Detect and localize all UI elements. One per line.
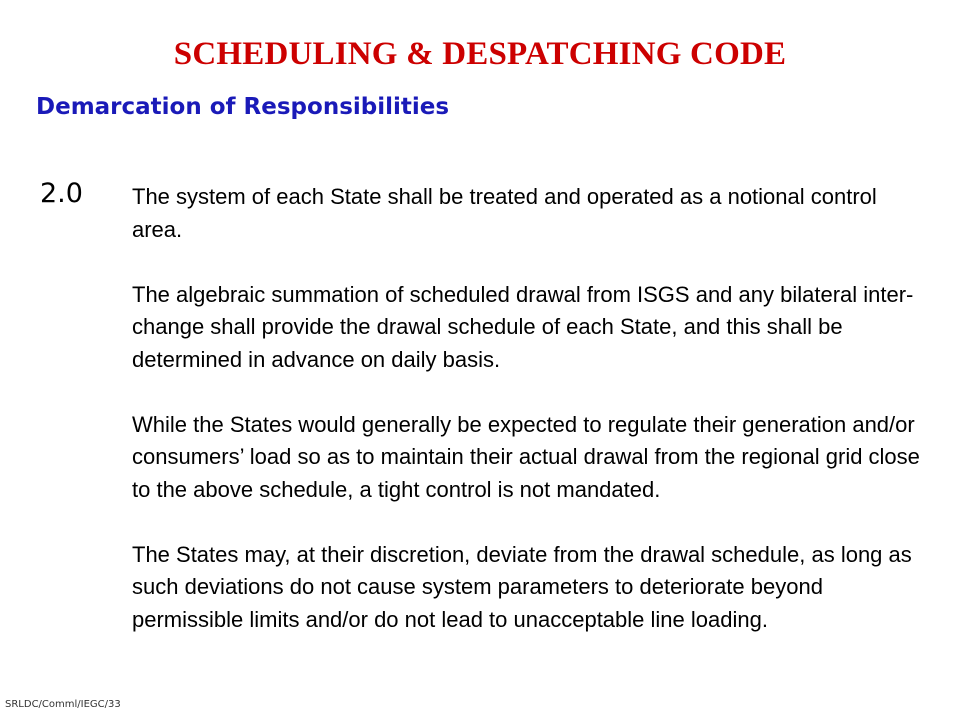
paragraph-regulation: While the States would generally be expected to regulate their generation and/or consumers’ load so as to maintain their actual drawal from the regional grid close to the above schedule, a tight control is not mandated.	[132, 411, 920, 502]
paragraph-drawal-schedule: The algebraic summation of scheduled drawal from ISGS and any bilateral inter-change shall provide the drawal schedule of each State, and this shall be determined in advance on daily basis.	[132, 281, 914, 372]
section-number: 2.0	[40, 178, 83, 209]
slide-footer: SRLDC/Comml/IEGC/33	[5, 699, 121, 710]
body-text	[132, 181, 932, 636]
paragraph-deviation: The States may, at their discretion, deviate from the drawal schedule, as long as such deviations do not cause system parameters to deteriorate beyond permissible limits and/or do not lead to unacceptable line loading.	[132, 541, 912, 632]
slide-title: SCHEDULING & DESPATCHING CODE	[173, 36, 787, 72]
slide-subtitle: Demarcation of Responsibilities	[36, 94, 450, 120]
paragraph-control-area: The system of each State shall be treated and operated as a notional control area.	[132, 184, 877, 242]
